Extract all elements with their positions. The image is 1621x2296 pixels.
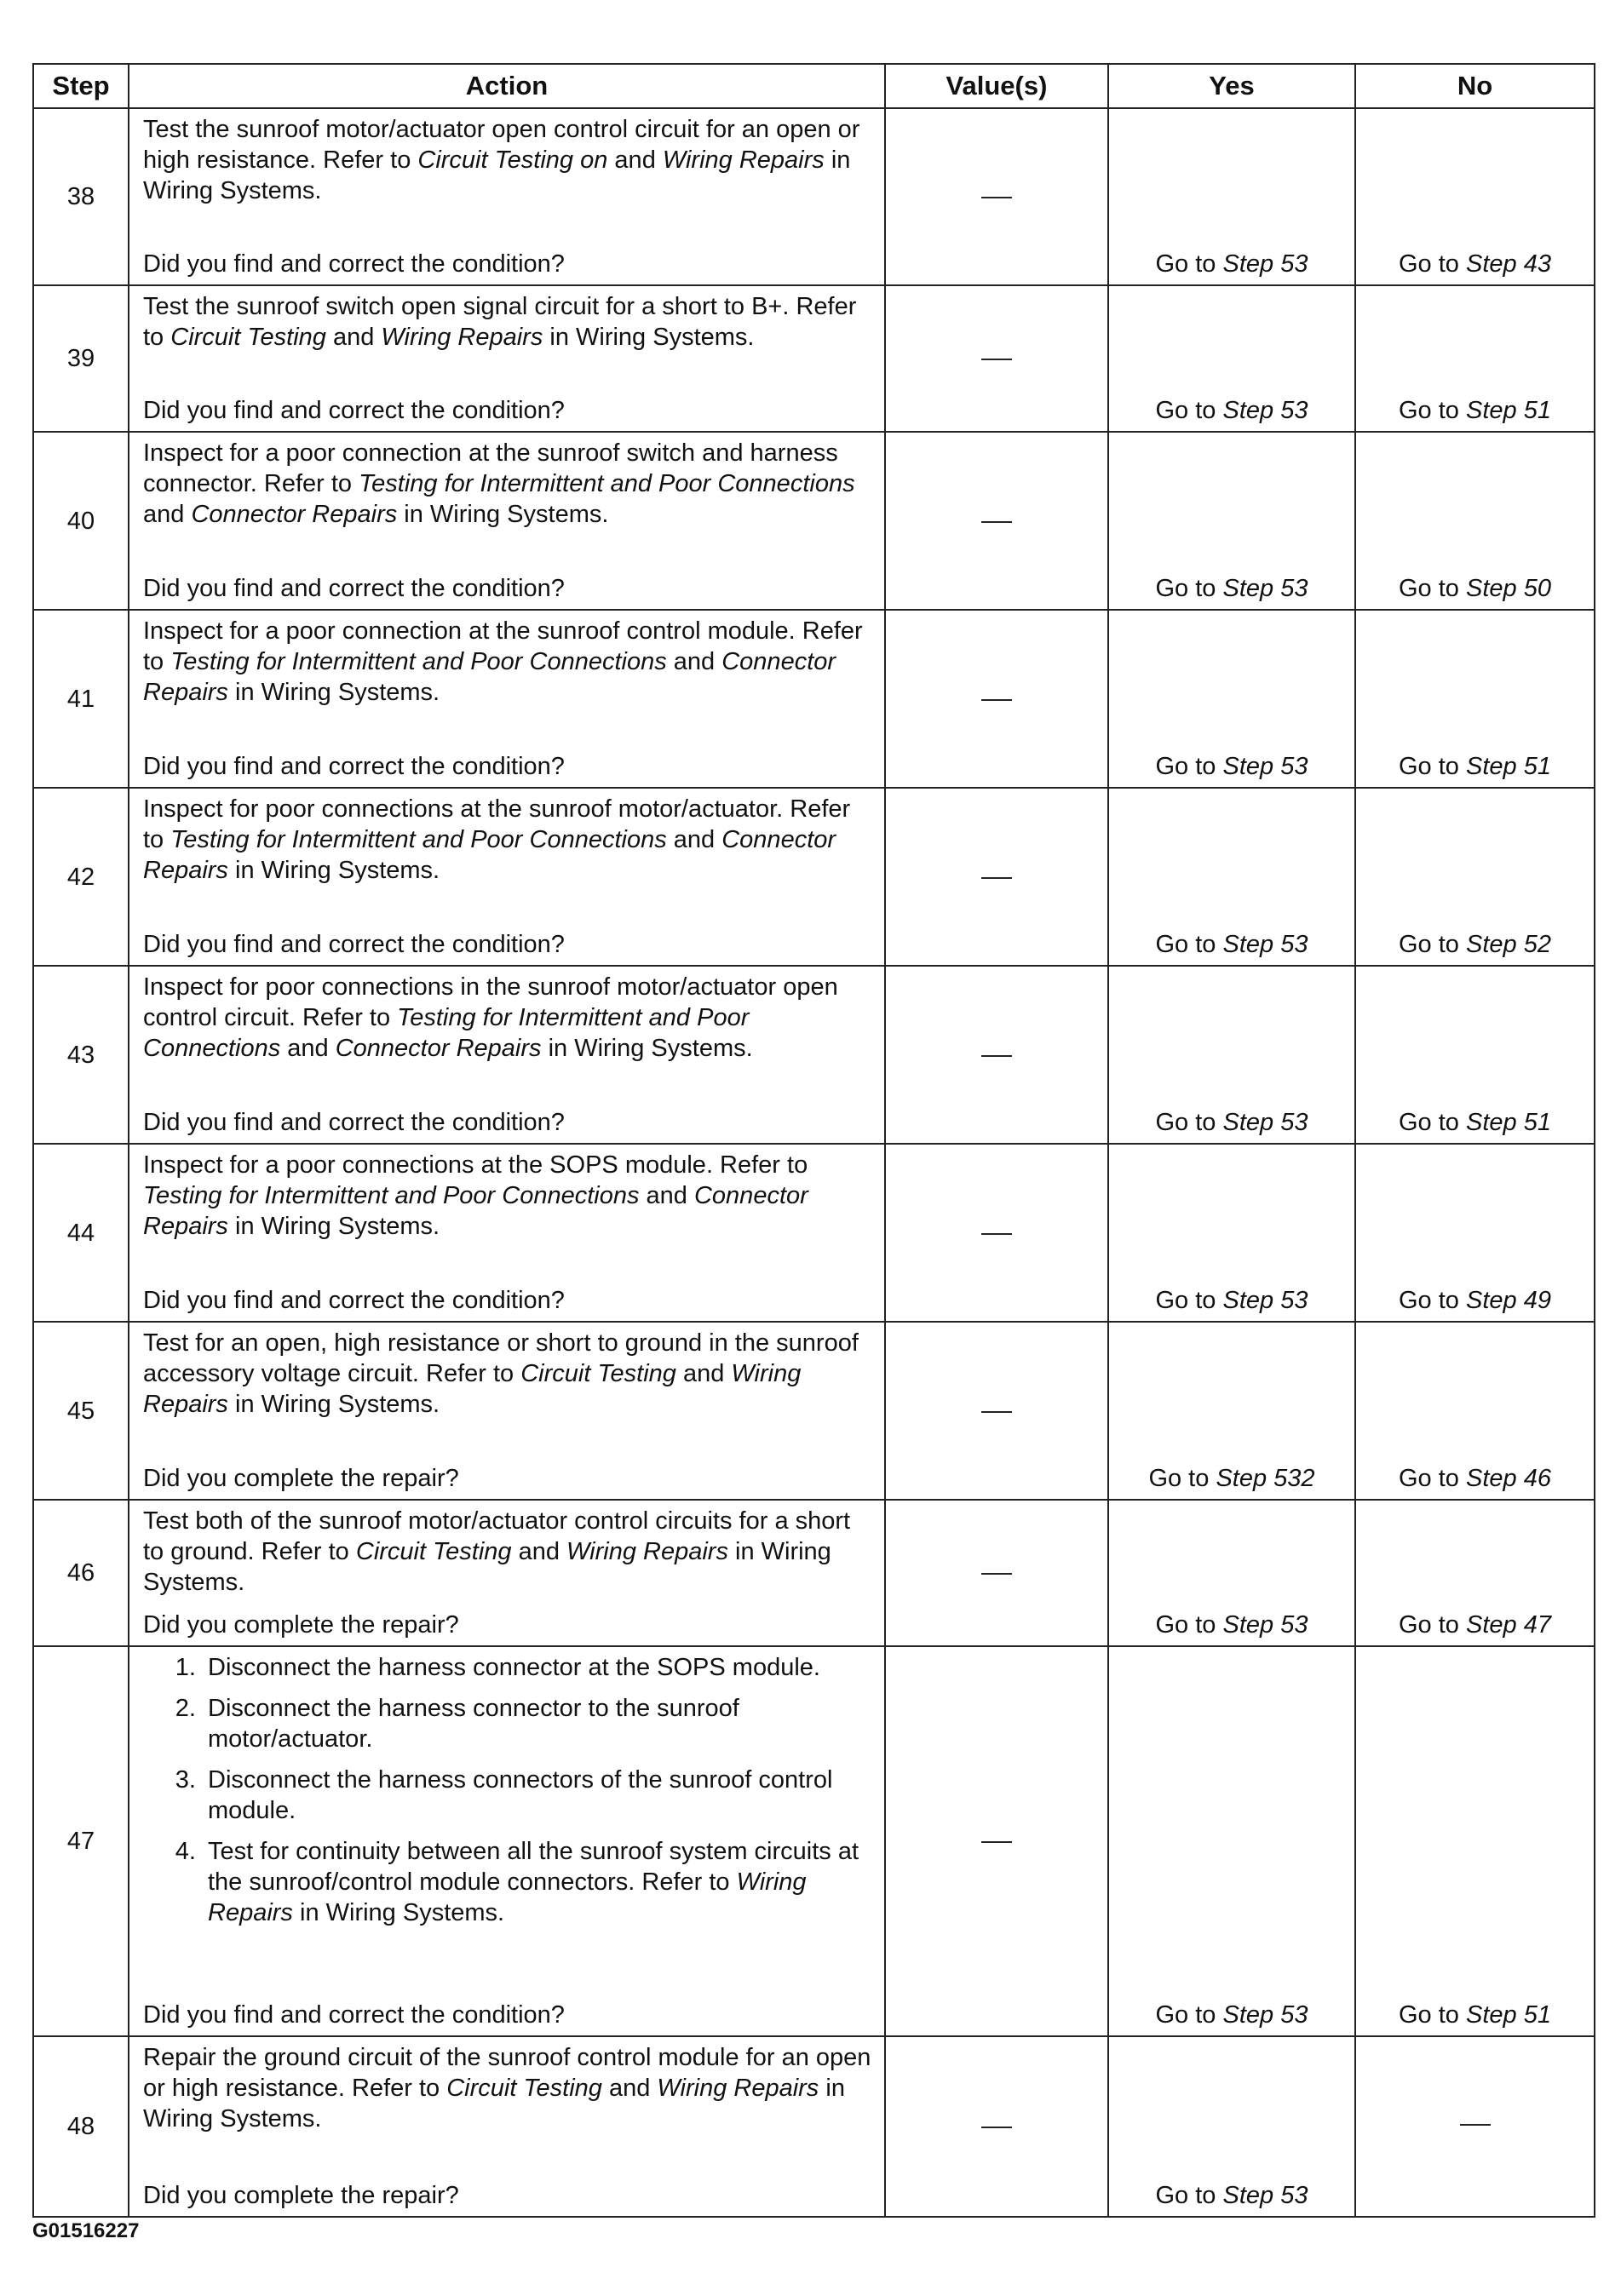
yes-prefix: Go to <box>1155 1287 1223 1314</box>
header-values: Value(s) <box>885 64 1108 108</box>
action-text: Inspect for poor connections at the sunroof motor/actuator. Refer to <box>143 795 851 853</box>
yes-step-link[interactable]: Step 53 <box>1222 1611 1308 1639</box>
action-text: Disconnect the harness connectors of the sunroof control module. <box>208 1766 833 1824</box>
value-cell <box>885 108 1108 285</box>
action-instructions <box>129 789 884 886</box>
value-cell <box>885 788 1108 966</box>
action-instructions <box>129 1501 884 1598</box>
table-header <box>33 64 1595 108</box>
action-text: and <box>675 1360 732 1387</box>
step-number: 38 <box>33 108 129 285</box>
action-question: Did you complete the repair? <box>143 1611 459 1639</box>
action-question: Did you find and correct the condition? <box>143 931 565 958</box>
yes-cell <box>1108 108 1355 285</box>
table-row <box>33 788 1595 966</box>
action-paragraph <box>143 438 872 530</box>
yes-cell <box>1108 1144 1355 1322</box>
em-dash <box>981 521 1012 523</box>
step-number: 41 <box>33 610 129 788</box>
step-number: 48 <box>33 2036 129 2217</box>
reference-link-text: Circuit Testing <box>520 1360 676 1387</box>
em-dash <box>981 359 1012 360</box>
action-text: Disconnect the harness connector to the sunroof motor/actuator. <box>208 1695 739 1753</box>
action-text: Inspect for a poor connection at the sunroof control module. Refer to <box>143 617 863 675</box>
step-number: 47 <box>33 1646 129 2036</box>
table-row <box>33 1322 1595 1500</box>
action-instructions <box>129 2037 884 2134</box>
step-number: 39 <box>33 285 129 432</box>
no-cell <box>1355 610 1595 788</box>
action-text: in Wiring Systems. <box>227 1213 440 1240</box>
yes-cell <box>1108 2036 1355 2217</box>
action-question: Did you find and correct the condition? <box>143 575 565 602</box>
action-text: Test the sunroof motor/actuator open control circuit for an open or high resistance. Refer to <box>143 116 860 174</box>
reference-link-text: Circuit Testing <box>446 2075 602 2102</box>
no-cell <box>1355 108 1595 285</box>
action-text: in Wiring Systems. <box>143 2075 845 2132</box>
value-cell <box>885 1322 1108 1500</box>
no-step-link[interactable]: Step 52 <box>1466 931 1551 958</box>
value-cell <box>885 1144 1108 1322</box>
no-prefix: Go to <box>1399 1109 1466 1136</box>
action-text: in Wiring Systems. <box>143 146 851 204</box>
table-body <box>33 108 1595 2217</box>
action-question: Did you find and correct the condition? <box>143 397 565 424</box>
yes-step-link[interactable]: Step 53 <box>1222 575 1308 602</box>
no-cell <box>1355 1144 1595 1322</box>
header-action: Action <box>129 64 885 108</box>
reference-link-text: Wiring Repairs <box>657 2075 819 2102</box>
action-cell <box>129 1322 885 1500</box>
step-number: 46 <box>33 1500 129 1646</box>
action-paragraph <box>143 794 872 886</box>
action-text: and <box>607 146 663 174</box>
value-cell <box>885 610 1108 788</box>
action-text: in Wiring Systems. <box>227 679 440 706</box>
action-paragraph <box>143 1506 872 1598</box>
reference-link-text: Testing for Intermittent and Poor Connections <box>170 648 667 675</box>
action-text: Inspect for a poor connection at the sunroof switch and harness connector. Refer to <box>143 439 838 497</box>
action-question: Did you find and correct the condition? <box>143 1109 565 1136</box>
no-prefix: Go to <box>1399 575 1466 602</box>
table-row <box>33 1500 1595 1646</box>
yes-step-link[interactable]: Step 53 <box>1222 250 1308 278</box>
action-instructions <box>129 1647 884 1938</box>
action-text: Repair the ground circuit of the sunroof control module for an open or high resistance. Refer to <box>143 2044 871 2102</box>
value-cell <box>885 966 1108 1144</box>
no-step-link[interactable]: Step 51 <box>1466 2001 1551 2029</box>
reference-link-text: Testing for Intermittent and Poor Connections <box>359 470 855 497</box>
no-prefix: Go to <box>1399 931 1466 958</box>
action-text: in Wiring Systems. <box>543 324 755 351</box>
action-question: Did you complete the repair? <box>143 2182 459 2209</box>
action-paragraph <box>143 2042 872 2134</box>
no-step-link[interactable]: Step 43 <box>1466 250 1551 278</box>
action-instructions <box>129 967 884 1064</box>
table-row <box>33 610 1595 788</box>
yes-prefix: Go to <box>1155 2182 1223 2209</box>
yes-step-link[interactable]: Step 53 <box>1222 1287 1308 1314</box>
action-cell <box>129 966 885 1144</box>
no-prefix: Go to <box>1399 1611 1466 1639</box>
yes-prefix: Go to <box>1155 931 1223 958</box>
em-dash <box>981 699 1012 701</box>
yes-cell <box>1108 1322 1355 1500</box>
action-instructions <box>129 1323 884 1420</box>
action-cell <box>129 610 885 788</box>
no-cell <box>1355 966 1595 1144</box>
header-step: Step <box>33 64 129 108</box>
em-dash <box>981 197 1012 198</box>
value-cell <box>885 432 1108 610</box>
table-row <box>33 2036 1595 2217</box>
action-instructions <box>129 433 884 530</box>
yes-step-link[interactable]: Step 53 <box>1222 931 1308 958</box>
action-cell <box>129 788 885 966</box>
action-cell <box>129 1500 885 1646</box>
no-step-link[interactable]: Step 47 <box>1466 1611 1551 1639</box>
action-cell <box>129 2036 885 2217</box>
reference-link-text: Wiring Repairs <box>381 324 543 351</box>
yes-prefix: Go to <box>1155 753 1223 780</box>
no-prefix: Go to <box>1399 250 1466 278</box>
reference-link-text: Wiring Repairs <box>208 1868 807 1926</box>
no-cell <box>1355 285 1595 432</box>
yes-step-link[interactable]: Step 532 <box>1216 1465 1315 1492</box>
no-cell <box>1355 2036 1595 2217</box>
diagnostic-table-sheet <box>32 63 1594 2218</box>
action-text: in Wiring Systems. <box>541 1035 753 1062</box>
reference-link-text: Circuit Testing on <box>417 146 608 174</box>
table-row <box>33 285 1595 432</box>
action-question: Did you find and correct the condition? <box>143 250 565 278</box>
action-cell <box>129 432 885 610</box>
reference-link-text: Circuit Testing <box>170 324 326 351</box>
yes-cell <box>1108 788 1355 966</box>
reference-link-text: Testing for Intermittent and Poor Connections <box>143 1004 750 1062</box>
yes-prefix: Go to <box>1155 397 1223 424</box>
em-dash <box>981 1573 1012 1575</box>
action-text: and <box>143 501 192 528</box>
yes-step-link[interactable]: Step 53 <box>1222 2182 1308 2209</box>
action-text: and <box>325 324 382 351</box>
no-step-link[interactable]: Step 46 <box>1466 1465 1551 1492</box>
no-step-link[interactable]: Step 51 <box>1466 397 1551 424</box>
yes-prefix: Go to <box>1155 1109 1223 1136</box>
action-paragraph <box>143 1150 872 1242</box>
reference-link-text: Connector Repairs <box>191 501 398 528</box>
action-text: Test for continuity between all the sunroof system circuits at the sunroof/control module connectors. Refer to <box>208 1838 859 1896</box>
reference-link-text: Wiring Repairs <box>143 1360 802 1418</box>
action-question: Did you find and correct the condition? <box>143 1287 565 1314</box>
action-text: and <box>666 648 722 675</box>
table-row <box>33 1144 1595 1322</box>
action-question: Did you complete the repair? <box>143 1465 459 1492</box>
action-paragraph <box>143 114 872 206</box>
table-row <box>33 432 1595 610</box>
no-step-link[interactable]: Step 49 <box>1466 1287 1551 1314</box>
action-text: and <box>280 1035 336 1062</box>
yes-prefix: Go to <box>1155 2001 1223 2029</box>
yes-step-link[interactable]: Step 53 <box>1222 397 1308 424</box>
reference-link-text: Connector Repairs <box>143 1182 808 1240</box>
table-row <box>33 1646 1595 2036</box>
no-cell <box>1355 788 1595 966</box>
step-number: 40 <box>33 432 129 610</box>
yes-step-link[interactable]: Step 53 <box>1222 2001 1308 2029</box>
no-step-link[interactable]: Step 50 <box>1466 575 1551 602</box>
reference-link-text: Wiring Repairs <box>566 1538 728 1565</box>
action-instructions <box>129 286 884 353</box>
yes-cell <box>1108 285 1355 432</box>
step-number: 43 <box>33 966 129 1144</box>
step-number: 45 <box>33 1322 129 1500</box>
yes-cell <box>1108 1500 1355 1646</box>
yes-prefix: Go to <box>1155 575 1223 602</box>
no-prefix: Go to <box>1399 1287 1466 1314</box>
action-text: Test the sunroof switch open signal circuit for a short to B+. Refer to <box>143 293 857 351</box>
action-instructions <box>129 109 884 206</box>
action-text: Test both of the sunroof motor/actuator control circuits for a short to ground. Refer to <box>143 1507 851 1565</box>
action-text: and <box>639 1182 694 1209</box>
action-question: Did you find and correct the condition? <box>143 753 565 780</box>
substep-item <box>203 1652 872 1683</box>
reference-link-text: Connector Repairs <box>143 648 836 706</box>
figure-id: G01516227 <box>32 2219 140 2242</box>
value-cell <box>885 1500 1108 1646</box>
em-dash <box>981 2127 1012 2128</box>
em-dash <box>981 1233 1012 1235</box>
no-cell <box>1355 432 1595 610</box>
action-text: Test for an open, high resistance or short to ground in the sunroof accessory voltage circuit. Refer to <box>143 1329 859 1387</box>
action-paragraph <box>143 616 872 708</box>
substep-item <box>203 1693 872 1754</box>
reference-link-text: Testing for Intermittent and Poor Connections <box>143 1182 640 1209</box>
yes-prefix: Go to <box>1148 1465 1216 1492</box>
action-text: in Wiring Systems. <box>143 1538 831 1596</box>
yes-cell <box>1108 1646 1355 2036</box>
action-substeps <box>143 1652 872 1928</box>
header-yes: Yes <box>1108 64 1355 108</box>
em-dash <box>981 1411 1012 1413</box>
diagnostic-table <box>32 63 1595 2218</box>
value-cell <box>885 2036 1108 2217</box>
no-prefix: Go to <box>1399 753 1466 780</box>
em-dash <box>981 1841 1012 1843</box>
value-cell <box>885 285 1108 432</box>
yes-cell <box>1108 432 1355 610</box>
reference-link-text: Circuit Testing <box>355 1538 512 1565</box>
table-row <box>33 966 1595 1144</box>
reference-link-text: Connector Repairs <box>143 826 836 884</box>
em-dash <box>1460 2124 1491 2126</box>
reference-link-text: Connector Repairs <box>335 1035 542 1062</box>
reference-link-text: Wiring Repairs <box>662 146 825 174</box>
action-text: in Wiring Systems. <box>397 501 609 528</box>
action-paragraph <box>143 972 872 1064</box>
em-dash <box>981 1055 1012 1057</box>
action-cell <box>129 108 885 285</box>
no-step-link[interactable]: Step 51 <box>1466 1109 1551 1136</box>
header-no: No <box>1355 64 1595 108</box>
no-prefix: Go to <box>1399 397 1466 424</box>
action-text: and <box>511 1538 567 1565</box>
action-cell <box>129 1646 885 2036</box>
action-cell <box>129 1144 885 1322</box>
value-cell <box>885 1646 1108 2036</box>
no-cell <box>1355 1500 1595 1646</box>
action-paragraph <box>143 1328 872 1420</box>
no-cell <box>1355 1646 1595 2036</box>
yes-prefix: Go to <box>1155 1611 1223 1639</box>
action-text: in Wiring Systems. <box>227 1391 440 1418</box>
substep-item <box>203 1765 872 1826</box>
table-row <box>33 108 1595 285</box>
yes-cell <box>1108 610 1355 788</box>
action-instructions <box>129 611 884 708</box>
no-prefix: Go to <box>1399 2001 1466 2029</box>
action-text: Inspect for a poor connections at the SOPS module. Refer to <box>143 1151 808 1179</box>
reference-link-text: Testing for Intermittent and Poor Connections <box>170 826 667 853</box>
action-text: Disconnect the harness connector at the SOPS module. <box>208 1654 820 1681</box>
action-text: Inspect for poor connections in the sunroof motor/actuator open control circuit. Refer to <box>143 973 838 1031</box>
action-cell <box>129 285 885 432</box>
action-text: in Wiring Systems. <box>292 1899 505 1926</box>
em-dash <box>981 877 1012 879</box>
yes-step-link[interactable]: Step 53 <box>1222 753 1308 780</box>
no-step-link[interactable]: Step 51 <box>1466 753 1551 780</box>
step-number: 42 <box>33 788 129 966</box>
yes-step-link[interactable]: Step 53 <box>1222 1109 1308 1136</box>
action-instructions <box>129 1145 884 1242</box>
substep-item <box>203 1836 872 1928</box>
step-number: 44 <box>33 1144 129 1322</box>
action-text: and <box>601 2075 658 2102</box>
action-text: in Wiring Systems. <box>227 857 440 884</box>
action-question: Did you find and correct the condition? <box>143 2001 565 2029</box>
action-paragraph <box>143 291 872 353</box>
yes-cell <box>1108 966 1355 1144</box>
yes-prefix: Go to <box>1155 250 1223 278</box>
no-cell <box>1355 1322 1595 1500</box>
no-prefix: Go to <box>1399 1465 1466 1492</box>
action-text: and <box>666 826 722 853</box>
